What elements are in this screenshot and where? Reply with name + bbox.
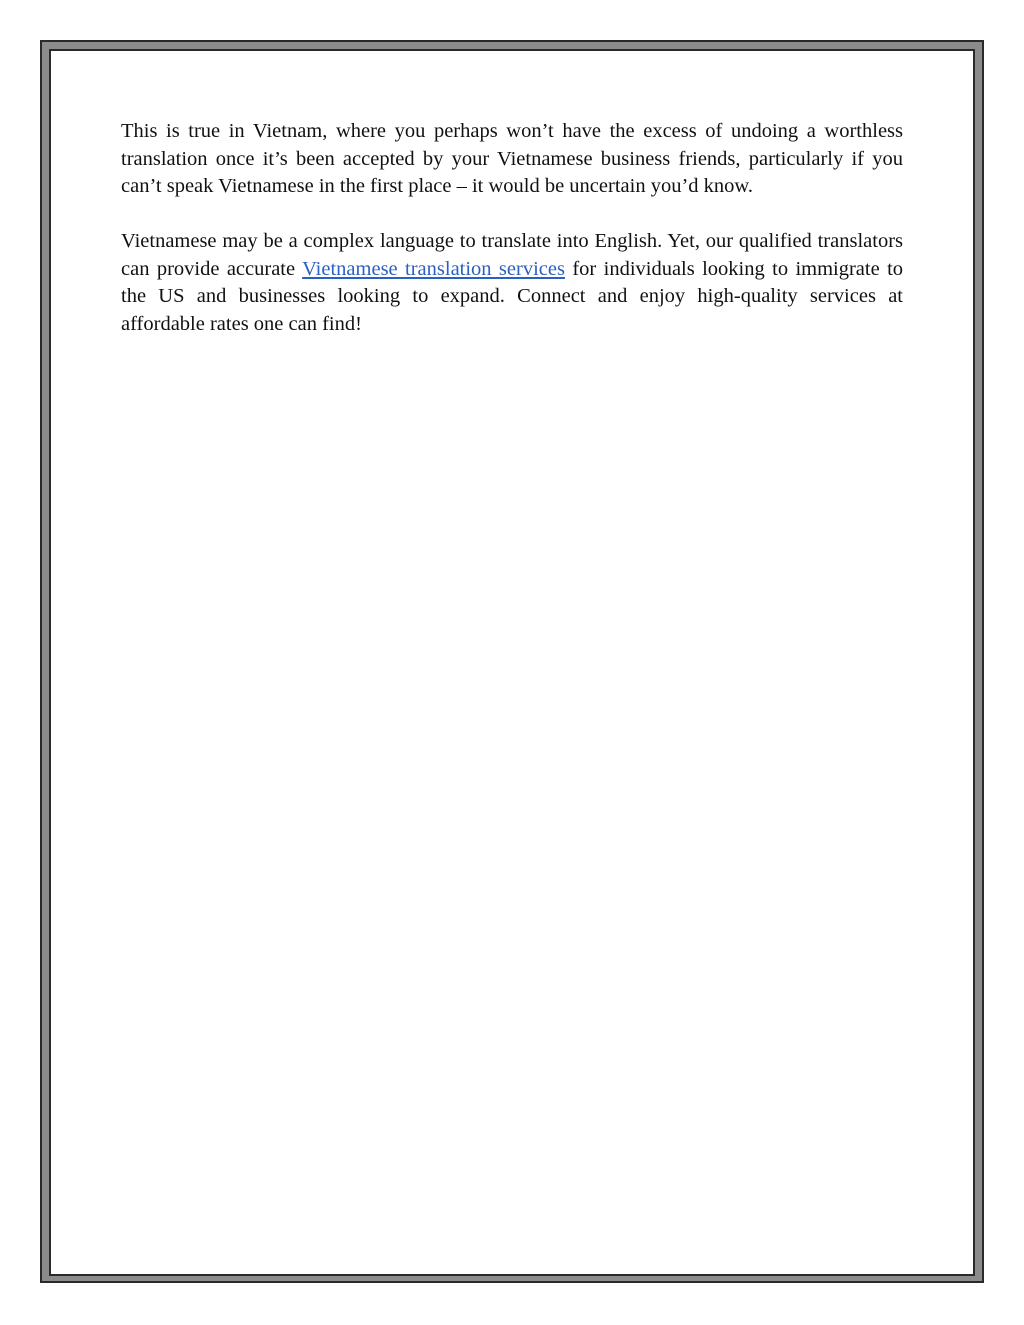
document-body [121, 118, 903, 366]
paragraph-2 [121, 228, 903, 338]
vietnamese-translation-services-link[interactable]: Vietnamese translation services [302, 257, 565, 280]
paragraph-2-text-after-link: for individuals looking to immigrate to the US and businesses looking to expand. Connect and enjoy high-quality services at affordable rates one can find! [121, 257, 904, 335]
paragraph-2-text-before-link: Vietnamese may be a complex language to translate into English. Yet, our qualified translators can provide accurate [121, 230, 903, 280]
paragraph-1: This is true in Vietnam, where you perhaps won’t have the excess of undoing a worthless translation once it’s been accepted by your Vietnamese business friends, particularly if you can’t speak Vietnamese in the first place – it would be uncertain you’d know. [121, 120, 903, 197]
